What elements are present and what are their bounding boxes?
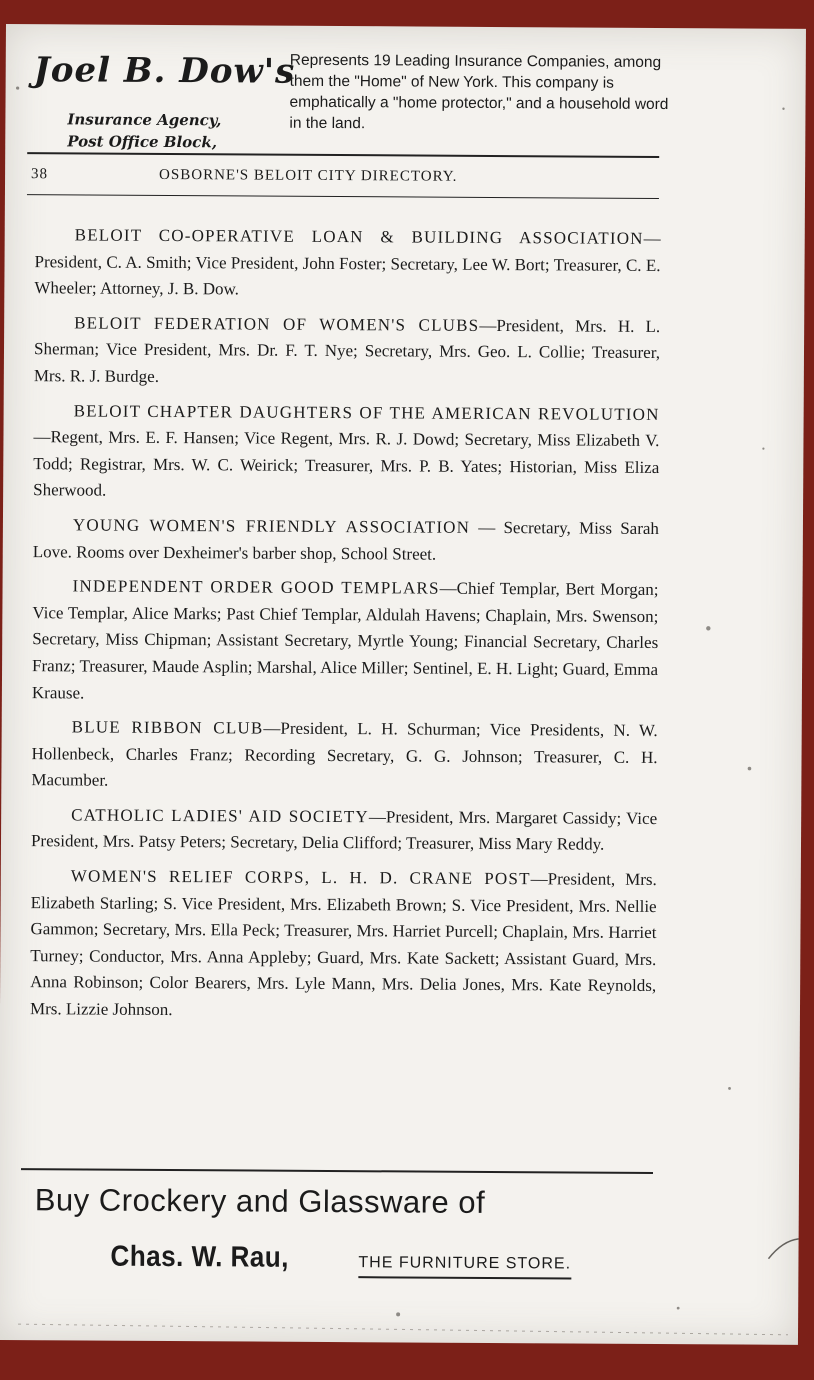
advertiser-address: Post Office Block,: [67, 132, 218, 152]
advertisement-headline: Buy Crockery and Glassware of: [34, 1182, 486, 1220]
page-number: 38: [31, 166, 49, 183]
organization-name: BELOIT CO-OPERATIVE LOAN & BUILDING ASSOCIATION: [74, 225, 644, 248]
officer-list: —Chief Templar, Bert Morgan; Vice Templar, Alice Marks; Past Chief Templar, Aldulah Havens; Chaplain, Mrs. Swenson; Secretary, Miss Chipman; Assistant Secretary, Myrtle Young; Financial Secretary, Charles Franz; Treasurer, Maude Asplin; Marshal, Alice Miller; Sentinel, E. H. Light; Guard, Emma Krause.: [31, 578, 659, 702]
organization-name: CATHOLIC LADIES' AID SOCIETY: [71, 805, 369, 827]
paper-specks: [0, 24, 806, 1345]
officer-list: —President, Mrs. Margaret Cassidy; Vice President, Mrs. Patsy Peters; Secretary, Delia Clifford; Treasurer, Miss Mary Reddy.: [30, 807, 658, 855]
advertisement-copy: Represents 19 Leading Insurance Companies, among them the "Home" of New York. This company is emphatically a "home protector," and a household word in the land.: [289, 51, 669, 133]
advertiser-agency: Insurance Agency,: [67, 110, 222, 130]
organization-name: BELOIT FEDERATION OF WOMEN'S CLUBS: [74, 313, 480, 335]
organization-name: WOMEN'S RELIEF CORPS, L. H. D. CRANE POST: [70, 866, 531, 889]
organization-name: BELOIT CHAPTER DAUGHTERS OF THE AMERICAN REVOLUTION: [73, 400, 660, 424]
officer-list: —President, Mrs. Elizabeth Starling; S. Vice President, Mrs. Elizabeth Brown; S. Vice President, Mrs. Nellie Gammon; Secretary, Mrs. Ella Peck; Treasurer, Mrs. Harriet Purcell; Chaplain, Mrs. Harriet Turney; Conductor, Mrs. Anna Appleby; Guard, Mrs. Kate Sackett; Assistant Guard, Mrs. Anna Robinson; Color Bearers, Mrs. Lyle Mann, Mrs. Delia Jones, Mrs. Kate Reynolds, Mrs. Lizzie Johnson.: [29, 869, 657, 1020]
organization-name: INDEPENDENT ORDER GOOD TEMPLARS: [72, 576, 440, 598]
officer-list: —President, Mrs. H. L. Sherman; Vice President, Mrs. Dr. F. T. Nye; Secretary, Mrs. Geo. L. Collie; Treasurer, Mrs. R. J. Burdge.: [33, 315, 661, 386]
store-name: THE FURNITURE STORE.: [358, 1254, 571, 1279]
store-owner-name: Chas. W. Rau,: [110, 1240, 290, 1274]
organization-name: YOUNG WOMEN'S FRIENDLY ASSOCIATION: [72, 515, 471, 537]
directory-title: OSBORNE'S BELOIT CITY DIRECTORY.: [159, 166, 458, 185]
officer-list: —Regent, Mrs. E. F. Hansen; Vice Regent, Mrs. R. J. Dowd; Secretary, Miss Elizabeth V. Todd; Registrar, Mrs. W. C. Weirick; Treasurer, Mrs. P. B. Yates; Historian, Miss Eliza Sherwood.: [33, 427, 660, 500]
organization-name: BLUE RIBBON CLUB: [71, 717, 264, 738]
directory-page: [0, 24, 806, 1345]
officer-list: —President, L. H. Schurman; Vice Presidents, N. W. Hollenbeck, Charles Franz; Recording Secretary, G. G. Johnson; Treasurer, C. H. Macumber.: [31, 718, 658, 790]
officer-list: — Secretary, Miss Sarah Love. Rooms over Dexheimer's barber shop, School Street.: [32, 517, 659, 564]
advertiser-name: Joel B. Dow's: [33, 50, 296, 92]
officer-list: —President, C. A. Smith; Vice President, John Foster; Secretary, Lee W. Bort; Treasurer, C. E. Wheeler; Attorney, J. B. Dow.: [34, 228, 661, 299]
